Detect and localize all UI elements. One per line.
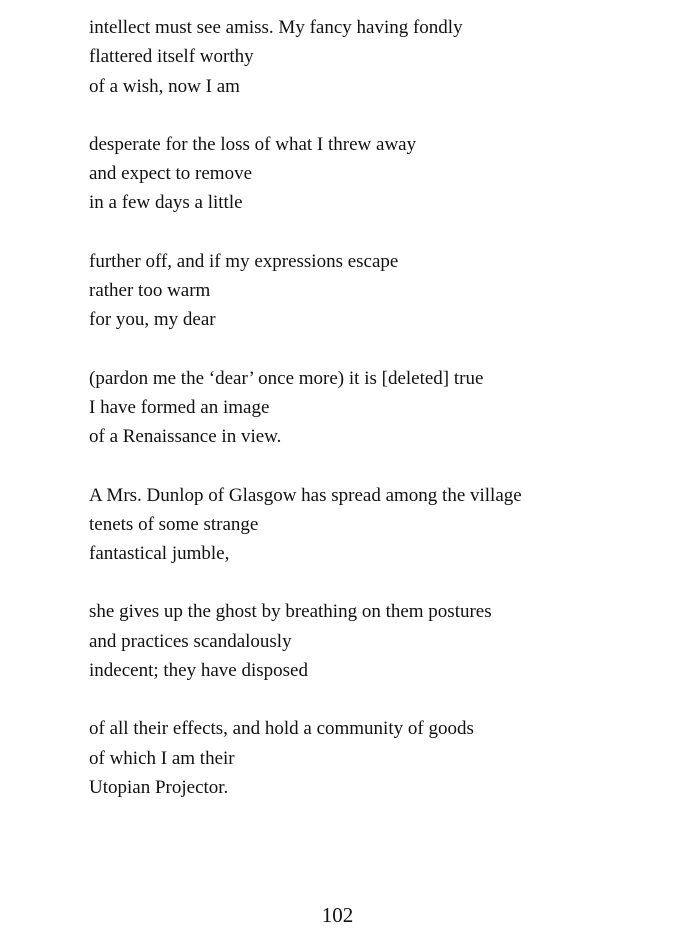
stanza-2 [89,130,649,218]
poem-line: of all their effects, and hold a community of goods [89,718,474,740]
poem-line: of a wish, now I am [89,75,240,97]
poem-line: for you, my dear [89,309,216,331]
poem-line: of a Renaissance in view. [89,426,282,448]
stanza-7 [89,714,649,802]
poem-line: A Mrs. Dunlop of Glasgow has spread among the village [89,484,522,506]
poem-line: and practices scandalously [89,630,292,652]
poem-body [89,13,649,831]
poem-line: further off, and if my expressions escape [89,250,399,272]
poem-line: and expect to remove [89,163,253,185]
stanza-1 [89,13,649,101]
poem-line: I have formed an image [89,396,270,418]
poem-line: in a few days a little [89,192,243,214]
stanza-3 [89,247,649,335]
stanza-6 [89,597,649,685]
poem-line: of which I am their [89,747,235,769]
poem-line: intellect must see amiss. My fancy having fondly [89,17,463,38]
poem-line: rather too warm [89,280,211,302]
poem-line: (pardon me the ‘dear’ once more) it is [deleted] true [89,367,484,389]
stanza-5 [89,481,649,569]
poem-line: Utopian Projector. [89,776,229,798]
poem-line: tenets of some strange [89,513,259,535]
poem-line: flattered itself worthy [89,46,254,68]
poem-line: fantastical jumble, [89,543,230,565]
poem-line: she gives up the ghost by breathing on them postures [89,601,492,623]
poem-line: desperate for the loss of what I threw away [89,133,417,155]
stanza-4 [89,364,649,452]
page-number: 102 [321,903,354,927]
poem-line: indecent; they have disposed [89,660,308,682]
